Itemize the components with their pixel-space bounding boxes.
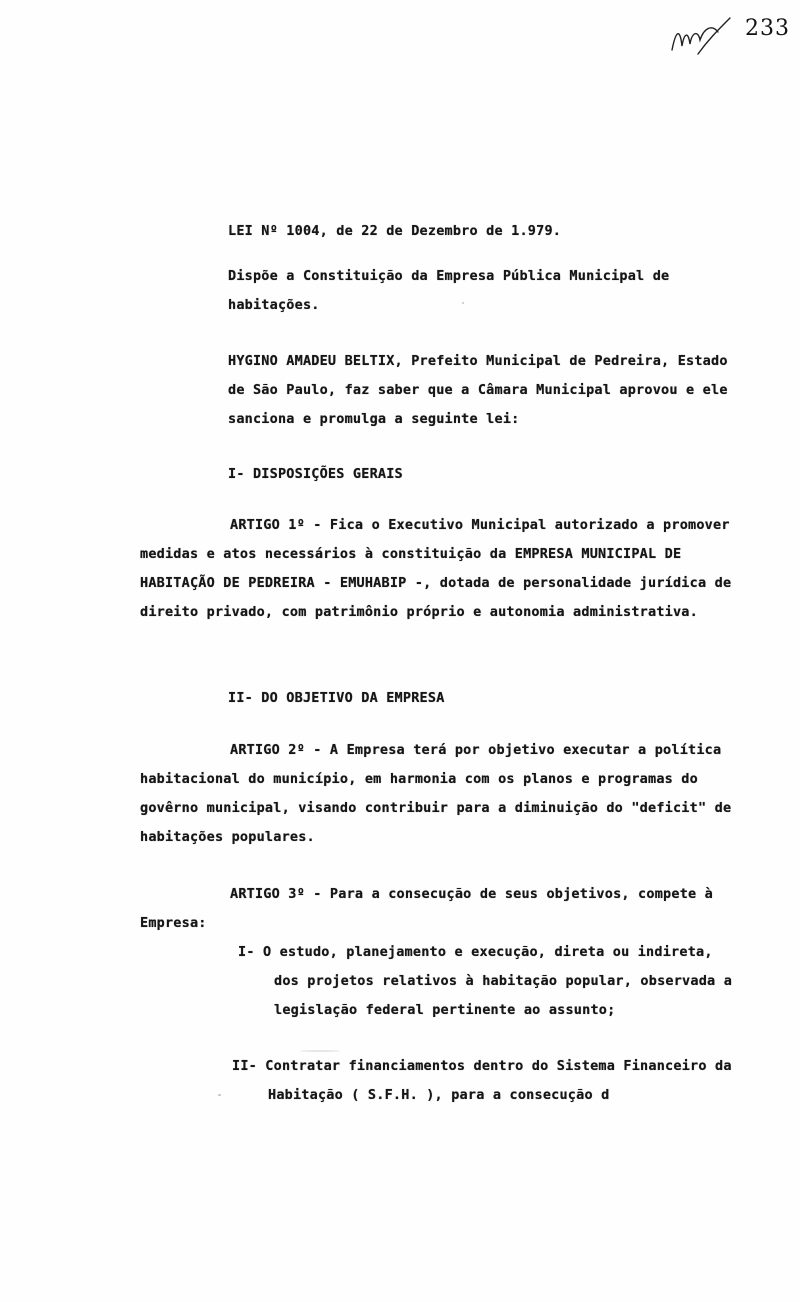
preamble-text: HYGINO AMADEU BELTIX, Prefeito Municipal de Pedreira, Estado de São Paulo, faz saber que a Câmara Municipal aprovou e ele sanciona e promulga a seguinte lei: (228, 353, 728, 427)
article-2-text: ARTIGO 2º - A Empresa terá por objetivo executar a política habitacional do município, em harmonia com os planos e programas do govêrno municipal, visando contribuir para a diminuição do "deficit" de habitações populares. (140, 742, 732, 845)
article-3 (140, 880, 740, 938)
law-preamble (228, 347, 738, 434)
item-1-text: I- O estudo, planejamento e execução, direta ou indireta, dos projetos relativos à habitação popular, observada a legislação federal pertinente ao assunto; (238, 944, 733, 1018)
law-ementa (228, 262, 738, 320)
article-1-text: ARTIGO 1º - Fica o Executivo Municipal autorizado a promover medidas e atos necessários à constituição da EMPRESA MUNICIPAL DE HABITAÇÃO DE PEDREIRA - EMUHABIP -, dotada de personalidade jurídica de direito privado, com patrimônio próprio e autonomia administrativa. (140, 517, 732, 620)
item-2-text: II- Contratar financiamentos dentro do Sistema Financeiro da Habitação ( S.F.H. ), para a consecução d (232, 1058, 732, 1103)
scan-speck (462, 302, 464, 304)
article-3-text: ARTIGO 3º - Para a consecução de seus objetivos, compete à Empresa: (140, 886, 714, 931)
article-3-item-1 (238, 938, 738, 1025)
page-number: 233 (745, 16, 790, 41)
section-heading-objective: II- DO OBJETIVO DA EMPRESA (228, 690, 445, 706)
article-3-item-2 (232, 1052, 742, 1110)
scan-speck (218, 1094, 221, 1096)
section-heading-general: I- DISPOSIÇÕES GERAIS (228, 466, 403, 482)
law-title: LEI Nº 1004, de 22 de Dezembro de 1.979. (228, 223, 562, 239)
article-1 (140, 511, 740, 627)
handwritten-signature (668, 10, 748, 60)
ementa-text: Dispõe a Constituição da Empresa Pública Municipal de habitações. (228, 268, 670, 313)
scan-speck (300, 1050, 340, 1052)
article-2 (140, 736, 740, 852)
